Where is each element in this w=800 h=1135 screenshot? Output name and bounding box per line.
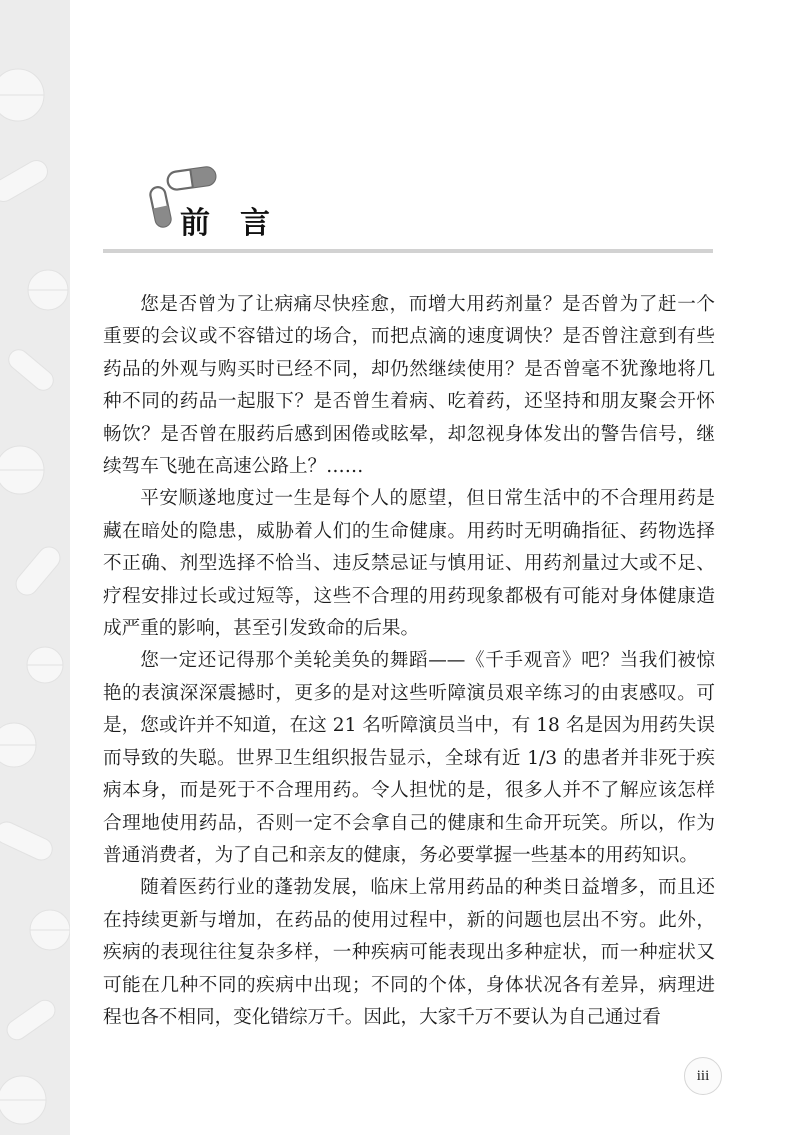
- page-title: 前言: [180, 206, 300, 241]
- page-number: iii: [684, 1057, 722, 1095]
- title-block: [140, 160, 720, 250]
- paragraph: 平安顺遂地度过一生是每个人的愿望，但日常生活中的不合理用药是藏在暗处的隐患，威胁着人们的生命健康。用药时无明确指征、药物选择不正确、剂型选择不恰当、违反禁忌证与慎用证、用药剂量过大或不足、疗程安排过长或过短等，这些不合理的用药现象都极有可能对身体健康造成严重的影响，甚至引发致命的后果。: [103, 488, 715, 640]
- side-decoration: [0, 0, 70, 1135]
- pill-pattern-icon: [0, 0, 70, 1135]
- paragraph: 您是否曾为了让病痛尽快痊愈，而增大用药剂量？是否曾为了赶一个重要的会议或不容错过的场合，而把点滴的速度调快？是否曾注意到有些药品的外观与购买时已经不同，却仍然继续使用？是否曾毫不犹豫地将几种不同的药品一起服下？是否曾生着病、吃着药，还坚持和朋友聚会开怀畅饮？是否曾在服药后感到困倦或眩晕，却忽视身体发出的警告信号，继续驾车飞驰在高速公路上？……: [103, 294, 715, 478]
- paragraph: 随着医药行业的蓬勃发展，临床上常用药品的种类日益增多，而且还在持续更新与增加，在药品的使用过程中，新的问题也层出不穷。此外，疾病的表现往往复杂多样，一种疾病可能表现出多种症状，而一种症状又可能在几种不同的疾病中出现；不同的个体，身体状况各有差异，病理进程也各不相同，变化错综万千。因此，大家千万不要认为自己通过看: [103, 877, 715, 1028]
- paragraph: 您一定还记得那个美轮美奂的舞蹈——《千手观音》吧？当我们被惊艳的表演深深震撼时，更多的是对这些听障演员艰辛练习的由衷感叹。可是，您或许并不知道，在这 21 名听障演员当中，有 18 名是因为用药失误而导致的失聪。世界卫生组织报告显示，全球有近 1/3 的患者并非死于疾病本身，而是死于不合理用药。令人担忧的是，很多人并不了解应该怎样合理地使用药品，否则一定不会拿自己的健康和生命开玩笑。所以，作为普通消费者，为了自己和亲友的健康，务必要掌握一些基本的用药知识。: [103, 650, 715, 866]
- body-text: [103, 289, 715, 1034]
- title-divider: [103, 249, 713, 253]
